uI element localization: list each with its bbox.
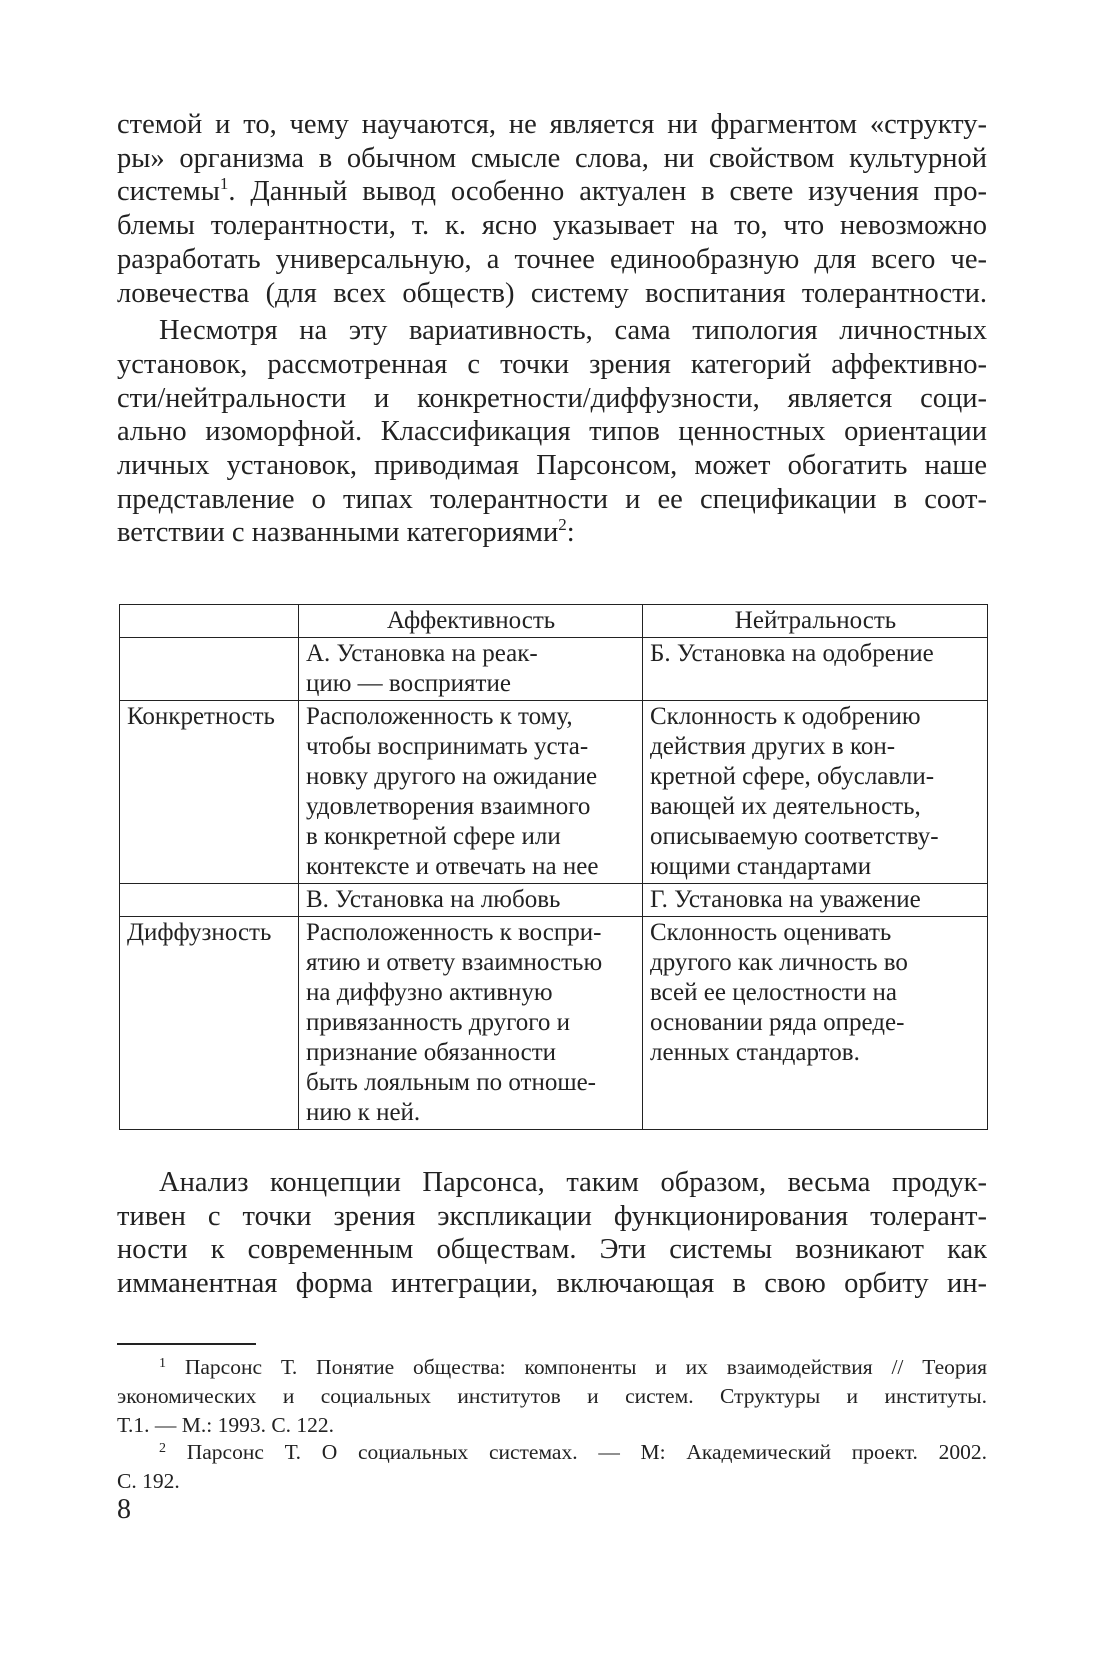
- table-cell: А. Установка на реак- цию — восприятие: [299, 638, 643, 701]
- text-line: ветствии с названными категориями$^2$:: [117, 515, 575, 549]
- footnote-marker: 2: [159, 1441, 166, 1456]
- typology-table: [119, 604, 988, 1130]
- footnote-ref[interactable]: 2: [558, 515, 567, 535]
- row-label: Конкретность: [120, 701, 299, 884]
- footnote-divider: [117, 1343, 256, 1345]
- table-header-cell: Аффективность: [299, 605, 643, 638]
- footnote-2: $^2$ Парсонс Т. О социальных системах. — М: Академический проект. 2002. С. 192.: [117, 1440, 987, 1493]
- text-line: сти/нейтральности и конкретности/диффузности, является соци-: [117, 382, 987, 414]
- table-cell: Склонность к одобрению действия других в кон- кретной сфере, обуславли- вающей их деятельность, описываемую соответству- ющими стандартами: [643, 701, 988, 884]
- table-cell: Г. Установка на уважение: [643, 884, 988, 917]
- text-line: ности к современным обществам. Эти системы возникают как: [117, 1234, 987, 1266]
- footnote-marker: 1: [159, 1356, 166, 1371]
- text-line: системы$^1$. Данный вывод особенно актуален в свете изучения про-: [117, 174, 987, 208]
- text-line: личных установок, приводимая Парсонсом, может обогатить наше: [117, 450, 987, 482]
- text-line: имманентная форма интеграции, включающая в свою орбиту ин-: [117, 1268, 987, 1300]
- table-cell: Склонность оценивать другого как личность во всей ее целостности на основании ряда опреде- ленных стандартов.: [643, 917, 988, 1130]
- footnote-ref[interactable]: 1: [219, 174, 229, 194]
- table-row: [120, 638, 988, 701]
- table-cell: [120, 638, 299, 701]
- table-row: [120, 884, 988, 917]
- row-label: Диффузность: [120, 917, 299, 1130]
- table-cell: [120, 884, 299, 917]
- table-header-row: [120, 605, 988, 638]
- second-paragraph: [117, 314, 987, 550]
- table-header-cell: [120, 605, 299, 638]
- table-row: [120, 917, 988, 1130]
- table-cell: Расположенность к тому, чтобы воспринимать уста- новку другого на ожидание удовлетворения взаимного в конкретной сфере или контексте и отвечать на нее: [299, 701, 643, 884]
- table-cell: Расположенность к воспри- ятию и ответу взаимностью на диффузно активную привязанность другого и признание обязанности быть лояльным по отноше- нию к ней.: [299, 917, 643, 1130]
- table-header-cell: Нейтральность: [643, 605, 988, 638]
- text-line: установок, рассмотренная с точки зрения категорий аффективно-: [117, 348, 987, 380]
- third-paragraph: [117, 1166, 987, 1301]
- table-row: [120, 701, 988, 884]
- intro-paragraph: [117, 108, 987, 310]
- page-number: 8: [117, 1494, 131, 1525]
- text-line: блемы толерантности, т. к. ясно указывает на то, что невозможно: [117, 210, 987, 242]
- text-line: представление о типах толерантности и ее спецификации в соот-: [117, 483, 987, 515]
- text-line: Несмотря на эту вариативность, сама типология личностных: [159, 315, 987, 347]
- table-cell: В. Установка на любовь: [299, 884, 643, 917]
- body-text-bottom: [117, 1166, 987, 1301]
- text-line: ально изоморфной. Классификация типов ценностных ориентации: [117, 416, 987, 448]
- footnote-1: $^1$ Парсонс Т. Понятие общества: компоненты и их взаимодействия // Теория экономических и социальных институтов и систем. Структуры и институты. Т.1. — М.: 1993. С. 122.: [117, 1355, 988, 1437]
- text-line: стемой и то, чему научаются, не является ни фрагментом «структу-: [117, 109, 987, 140]
- text-line: разработать универсальную, а точнее единообразную для всего че-: [117, 243, 987, 275]
- table-cell: Б. Установка на одобрение: [643, 638, 988, 701]
- text-line: Анализ концепции Парсонса, таким образом, весьма продук-: [159, 1167, 987, 1198]
- text-line: ры» организма в обычном смысле слова, ни свойством культурной: [117, 142, 987, 174]
- text-line: ловечества (для всех обществ) систему воспитания толерантности.: [117, 277, 987, 309]
- text-line: тивен с точки зрения экспликации функционирования толерант-: [117, 1200, 987, 1232]
- body-text-top: [117, 108, 987, 550]
